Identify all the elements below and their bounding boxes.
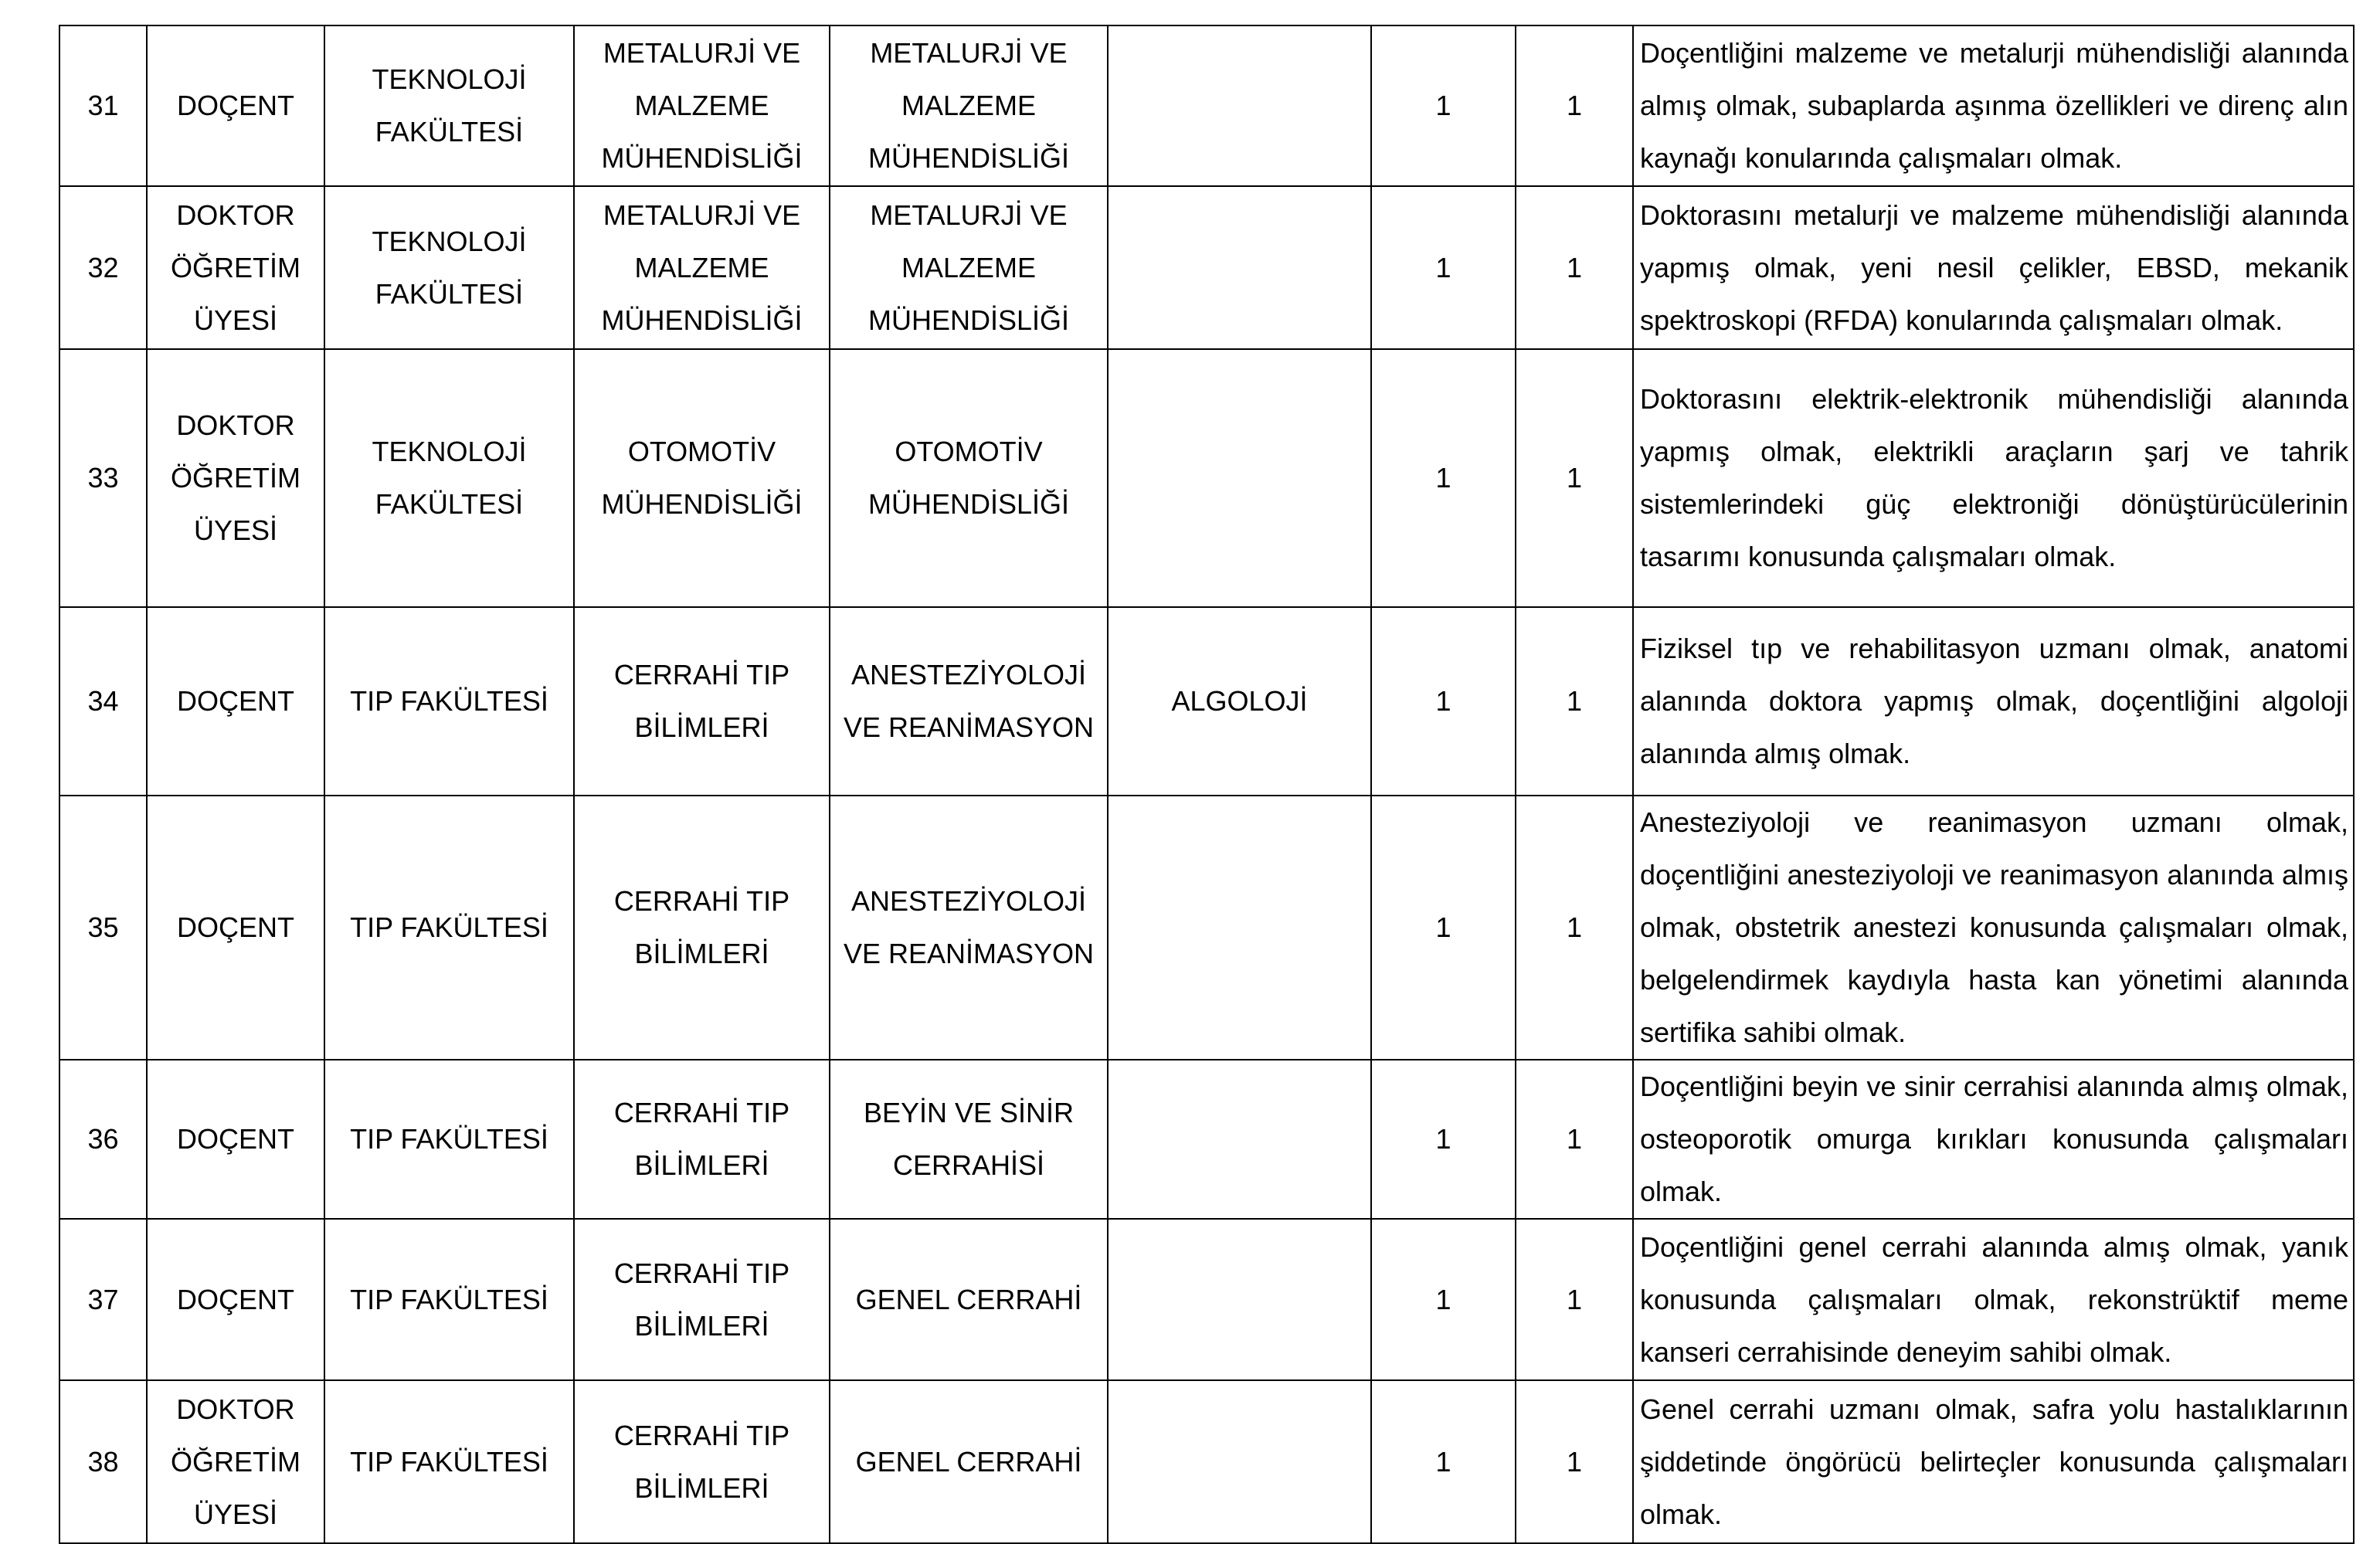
program-cell	[830, 349, 1108, 607]
unit-cell-text: TEKNOLOJİ FAKÜLTESİ	[372, 225, 527, 310]
department-cell	[574, 25, 830, 186]
row-number-cell-text: 33	[87, 462, 119, 494]
count-b-cell-text: 1	[1566, 1283, 1583, 1315]
count-b-cell	[1516, 349, 1633, 607]
count-b-cell	[1516, 1219, 1633, 1380]
title-cell	[147, 607, 324, 796]
unit-cell-text: TIP FAKÜLTESİ	[350, 911, 548, 943]
title-cell-text: DOÇENT	[177, 1283, 294, 1315]
department-cell-text: METALURJİ VE MALZEME MÜHENDİSLİĞİ	[601, 199, 803, 336]
subfield-cell-text: ALGOLOJİ	[1171, 685, 1308, 717]
program-cell	[830, 1219, 1108, 1380]
requirement-cell	[1633, 25, 2354, 186]
subfield-cell	[1108, 1380, 1371, 1543]
count-a-cell	[1371, 796, 1516, 1060]
table-row	[59, 1060, 2354, 1219]
title-cell	[147, 1219, 324, 1380]
title-cell	[147, 25, 324, 186]
department-cell	[574, 1380, 830, 1543]
subfield-cell	[1108, 1060, 1371, 1219]
count-b-cell	[1516, 186, 1633, 349]
table-row	[59, 349, 2354, 607]
table-row	[59, 25, 2354, 186]
title-cell-text: DOÇENT	[177, 90, 294, 121]
title-cell	[147, 1060, 324, 1219]
unit-cell-text: TEKNOLOJİ FAKÜLTESİ	[372, 436, 527, 520]
unit-cell	[324, 349, 574, 607]
requirement-cell-text: Doktorasını elektrik-elektronik mühendisliği alanında yapmış olmak, elektrikli araçların şarj ve tahrik sistemlerindeki güç elektroniği dönüştürücülerinin tasarımı konusunda çalışmaları olmak.	[1640, 383, 2348, 572]
count-a-cell	[1371, 1380, 1516, 1543]
title-cell-text: DOKTOR ÖĞRETİM ÜYESİ	[171, 409, 300, 546]
title-cell-text: DOÇENT	[177, 1123, 294, 1155]
program-cell	[830, 607, 1108, 796]
count-b-cell-text: 1	[1566, 1123, 1583, 1155]
requirement-cell-text: Fiziksel tıp ve rehabilitasyon uzmanı olmak, anatomi alanında doktora yapmış olmak, doçentliğini algoloji alanında almış olmak.	[1640, 633, 2348, 769]
program-cell-text: BEYİN VE SİNİR CERRAHİSİ	[863, 1097, 1075, 1181]
positions-table	[59, 25, 2355, 1544]
row-number-cell	[59, 349, 147, 607]
count-b-cell	[1516, 607, 1633, 796]
subfield-cell	[1108, 607, 1371, 796]
unit-cell	[324, 186, 574, 349]
program-cell	[830, 186, 1108, 349]
unit-cell-text: TEKNOLOJİ FAKÜLTESİ	[372, 63, 527, 148]
row-number-cell-text: 38	[87, 1445, 119, 1478]
row-number-cell-text: 31	[87, 90, 119, 121]
count-a-cell-text: 1	[1435, 90, 1451, 121]
count-b-cell	[1516, 1060, 1633, 1219]
title-cell	[147, 1380, 324, 1543]
count-a-cell-text: 1	[1435, 462, 1451, 494]
requirement-cell	[1633, 1380, 2354, 1543]
subfield-cell	[1108, 796, 1371, 1060]
requirement-cell	[1633, 1219, 2354, 1380]
department-cell-text: CERRAHİ TIP BİLİMLERİ	[613, 1097, 790, 1181]
count-a-cell	[1371, 25, 1516, 186]
row-number-cell-text: 37	[87, 1283, 119, 1315]
unit-cell-text: TIP FAKÜLTESİ	[350, 1123, 548, 1155]
program-cell-text: METALURJİ VE MALZEME MÜHENDİSLİĞİ	[867, 199, 1070, 336]
program-cell	[830, 25, 1108, 186]
row-number-cell-text: 36	[87, 1123, 119, 1155]
unit-cell	[324, 1380, 574, 1543]
program-cell-text: ANESTEZİYOLOJİ VE REANİMASYON	[843, 659, 1095, 743]
program-cell-text: GENEL CERRAHİ	[855, 1283, 1082, 1315]
table-body	[59, 25, 2354, 1543]
unit-cell	[324, 607, 574, 796]
count-b-cell	[1516, 1380, 1633, 1543]
requirement-cell	[1633, 349, 2354, 607]
row-number-cell	[59, 25, 147, 186]
department-cell-text: METALURJİ VE MALZEME MÜHENDİSLİĞİ	[601, 37, 803, 174]
unit-cell-text: TIP FAKÜLTESİ	[350, 685, 548, 717]
unit-cell	[324, 1219, 574, 1380]
row-number-cell	[59, 1219, 147, 1380]
unit-cell	[324, 25, 574, 186]
department-cell	[574, 1060, 830, 1219]
count-a-cell	[1371, 349, 1516, 607]
count-a-cell-text: 1	[1435, 1283, 1451, 1315]
row-number-cell-text: 35	[87, 911, 119, 943]
title-cell-text: DOÇENT	[177, 911, 294, 943]
title-cell-text: DOÇENT	[177, 685, 294, 717]
subfield-cell	[1108, 1219, 1371, 1380]
row-number-cell	[59, 796, 147, 1060]
department-cell	[574, 796, 830, 1060]
table-row	[59, 186, 2354, 349]
requirement-cell	[1633, 1060, 2354, 1219]
department-cell-text: OTOMOTİV MÜHENDİSLİĞİ	[601, 436, 803, 520]
department-cell-text: CERRAHİ TIP BİLİMLERİ	[613, 1257, 790, 1342]
requirement-cell-text: Doçentliğini malzeme ve metalurji mühendisliği alanında almış olmak, subaplarda aşınma özellikleri ve direnç alın kaynağı konularında çalışmaları olmak.	[1640, 37, 2348, 174]
department-cell-text: CERRAHİ TIP BİLİMLERİ	[613, 1419, 790, 1504]
count-b-cell-text: 1	[1566, 911, 1583, 943]
title-cell	[147, 796, 324, 1060]
count-a-cell-text: 1	[1435, 911, 1451, 943]
count-a-cell-text: 1	[1435, 1123, 1451, 1155]
program-cell-text: ANESTEZİYOLOJİ VE REANİMASYON	[843, 885, 1095, 969]
row-number-cell-text: 32	[87, 251, 119, 283]
requirement-cell	[1633, 607, 2354, 796]
table-row	[59, 1380, 2354, 1543]
count-a-cell	[1371, 1219, 1516, 1380]
program-cell	[830, 1060, 1108, 1219]
subfield-cell	[1108, 186, 1371, 349]
count-b-cell-text: 1	[1566, 685, 1583, 717]
department-cell	[574, 1219, 830, 1380]
count-b-cell-text: 1	[1566, 251, 1583, 283]
row-number-cell	[59, 186, 147, 349]
title-cell-text: DOKTOR ÖĞRETİM ÜYESİ	[171, 199, 300, 336]
table-row	[59, 607, 2354, 796]
count-a-cell-text: 1	[1435, 1445, 1451, 1478]
program-cell	[830, 1380, 1108, 1543]
requirement-cell-text: Genel cerrahi uzmanı olmak, safra yolu hastalıklarının şiddetinde öngörücü belirteçler konusunda çalışmaları olmak.	[1640, 1393, 2348, 1530]
count-a-cell-text: 1	[1435, 685, 1451, 717]
unit-cell-text: TIP FAKÜLTESİ	[350, 1283, 548, 1315]
count-b-cell	[1516, 796, 1633, 1060]
title-cell	[147, 349, 324, 607]
requirement-cell	[1633, 186, 2354, 349]
count-b-cell-text: 1	[1566, 90, 1583, 121]
count-b-cell-text: 1	[1566, 1445, 1583, 1478]
unit-cell	[324, 796, 574, 1060]
count-a-cell-text: 1	[1435, 251, 1451, 283]
program-cell-text: METALURJİ VE MALZEME MÜHENDİSLİĞİ	[867, 37, 1070, 174]
program-cell-text: OTOMOTİV MÜHENDİSLİĞİ	[867, 436, 1070, 520]
count-b-cell-text: 1	[1566, 462, 1583, 494]
unit-cell	[324, 1060, 574, 1219]
requirement-cell-text: Doçentliğini genel cerrahi alanında almış olmak, yanık konusunda çalışmaları olmak, rekonstrüktif meme kanseri cerrahisinde deneyim sahibi olmak.	[1640, 1230, 2348, 1368]
department-cell	[574, 349, 830, 607]
row-number-cell-text: 34	[87, 685, 119, 717]
row-number-cell	[59, 1060, 147, 1219]
count-a-cell	[1371, 607, 1516, 796]
row-number-cell	[59, 607, 147, 796]
count-a-cell	[1371, 1060, 1516, 1219]
requirement-cell-text: Anesteziyoloji ve reanimasyon uzmanı olmak, doçentliğini anesteziyoloji ve reanimasyon alanında almış olmak, obstetrik anestezi konusunda çalışmaları olmak, belgelendirmek kaydıyla hasta kan yönetimi alanında sertifika sahibi olmak.	[1640, 806, 2348, 1048]
requirement-cell	[1633, 796, 2354, 1060]
department-cell-text: CERRAHİ TIP BİLİMLERİ	[613, 885, 790, 969]
subfield-cell	[1108, 25, 1371, 186]
program-cell	[830, 796, 1108, 1060]
department-cell	[574, 186, 830, 349]
unit-cell-text: TIP FAKÜLTESİ	[350, 1445, 548, 1478]
title-cell	[147, 186, 324, 349]
count-a-cell	[1371, 186, 1516, 349]
count-b-cell	[1516, 25, 1633, 186]
title-cell-text: DOKTOR ÖĞRETİM ÜYESİ	[171, 1393, 300, 1530]
requirement-cell-text: Doktorasını metalurji ve malzeme mühendisliği alanında yapmış olmak, yeni nesil çelikler, EBSD, mekanik spektroskopi (RFDA) konularında çalışmaları olmak.	[1640, 199, 2348, 336]
table-row	[59, 1219, 2354, 1380]
table-row	[59, 796, 2354, 1060]
department-cell-text: CERRAHİ TIP BİLİMLERİ	[613, 659, 790, 743]
requirement-cell-text: Doçentliğini beyin ve sinir cerrahisi alanında almış olmak, osteoporotik omurga kırıkları konusunda çalışmaları olmak.	[1640, 1071, 2348, 1207]
department-cell	[574, 607, 830, 796]
subfield-cell	[1108, 349, 1371, 607]
row-number-cell	[59, 1380, 147, 1543]
program-cell-text: GENEL CERRAHİ	[855, 1445, 1082, 1478]
